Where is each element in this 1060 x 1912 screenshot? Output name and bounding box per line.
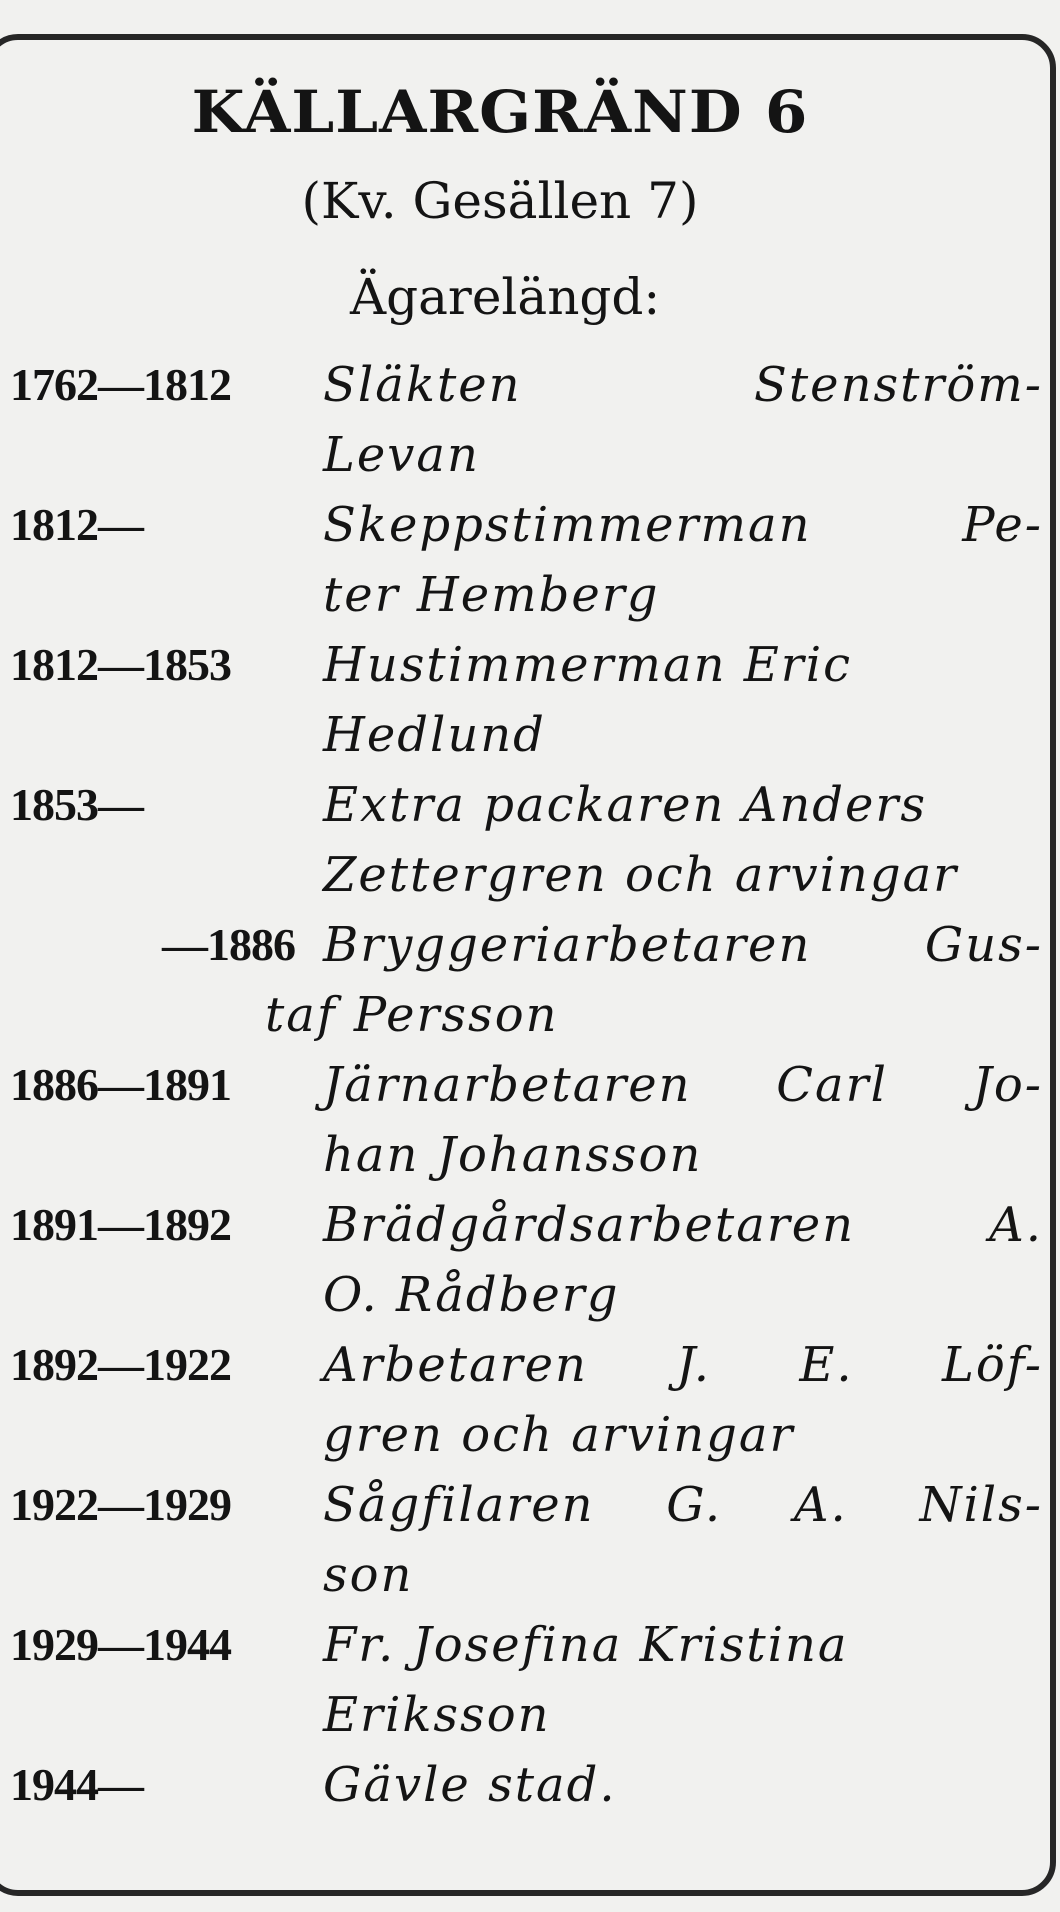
entry-owner-line: Hedlund (323, 707, 546, 763)
entry-owner (323, 1050, 1043, 1190)
entry-owner-line: Bryggeriarbetaren Gus- (323, 917, 1043, 973)
entry-owner-line: Brädgårdsarbetaren A. (323, 1197, 1043, 1253)
entry-years: 1891—1892 (10, 1199, 231, 1250)
entry-owner-line: Zettergren och arvingar (323, 847, 959, 903)
owner-entry (0, 490, 1060, 630)
entry-owner-line: Hustimmerman Eric (323, 637, 852, 693)
entry-owner (323, 1190, 1043, 1330)
entry-owner-line: Arbetaren J. E. Löf- (323, 1337, 1043, 1393)
owner-entry (0, 1610, 1060, 1750)
entry-owner-line: ter Hemberg (323, 567, 660, 623)
entry-owner-line: Skeppstimmerman Pe- (323, 497, 1043, 553)
owner-entry (0, 1330, 1060, 1470)
page-title: KÄLLARGRÄND 6 (191, 78, 809, 146)
owner-entry (0, 1470, 1060, 1610)
entry-owner (323, 1330, 1043, 1470)
owner-entry (0, 1750, 1060, 1890)
entry-years: 1853— (10, 779, 143, 830)
entry-owner-line: O. Rådberg (323, 1267, 620, 1323)
entry-years: —1886 (162, 919, 295, 970)
entry-owner (323, 490, 1043, 630)
entry-owner-line: gren och arvingar (323, 1407, 795, 1463)
entry-years: 1812— (10, 499, 143, 550)
entry-owner (323, 1610, 1043, 1750)
entry-years: 1929—1944 (10, 1619, 231, 1670)
entry-years: 1812—1853 (10, 639, 231, 690)
entry-owner (265, 910, 1043, 1050)
entry-owner (323, 770, 1043, 910)
entry-owner (323, 630, 1043, 770)
entry-owner-line: Sågfilaren G. A. Nils- (323, 1477, 1043, 1533)
entry-owner (323, 350, 1043, 490)
owner-entry (0, 910, 1060, 1050)
entry-years: 1762—1812 (10, 359, 231, 410)
entry-years: 1886—1891 (10, 1059, 231, 1110)
section-label: Ägarelängd: (350, 268, 661, 326)
entry-owner-line: Levan (323, 427, 480, 483)
entry-owner-line: Extra packaren Anders (323, 777, 927, 833)
page-subtitle: (Kv. Gesällen 7) (301, 172, 699, 230)
owner-entry (0, 630, 1060, 770)
owner-list (0, 350, 1060, 1890)
owner-entry (0, 350, 1060, 490)
owner-entry (0, 1050, 1060, 1190)
owner-entry (0, 770, 1060, 910)
entry-years: 1892—1922 (10, 1339, 231, 1390)
owner-entry (0, 1190, 1060, 1330)
entry-owner-line: Släkten Stenström- (323, 357, 1043, 413)
entry-owner-line: son (323, 1547, 414, 1603)
entry-owner-line: Järnarbetaren Carl Jo- (323, 1057, 1043, 1113)
entry-years: 1922—1929 (10, 1479, 231, 1530)
entry-owner-line: taf Persson (265, 987, 559, 1043)
entry-owner-line: Eriksson (323, 1687, 551, 1743)
entry-owner-line: Fr. Josefina Kristina (323, 1617, 849, 1673)
entry-owner-line: Gävle stad. (323, 1757, 617, 1813)
entry-years: 1944— (10, 1759, 143, 1810)
entry-owner (323, 1470, 1043, 1610)
entry-owner-line: han Johansson (323, 1127, 703, 1183)
entry-owner (323, 1750, 1043, 1820)
